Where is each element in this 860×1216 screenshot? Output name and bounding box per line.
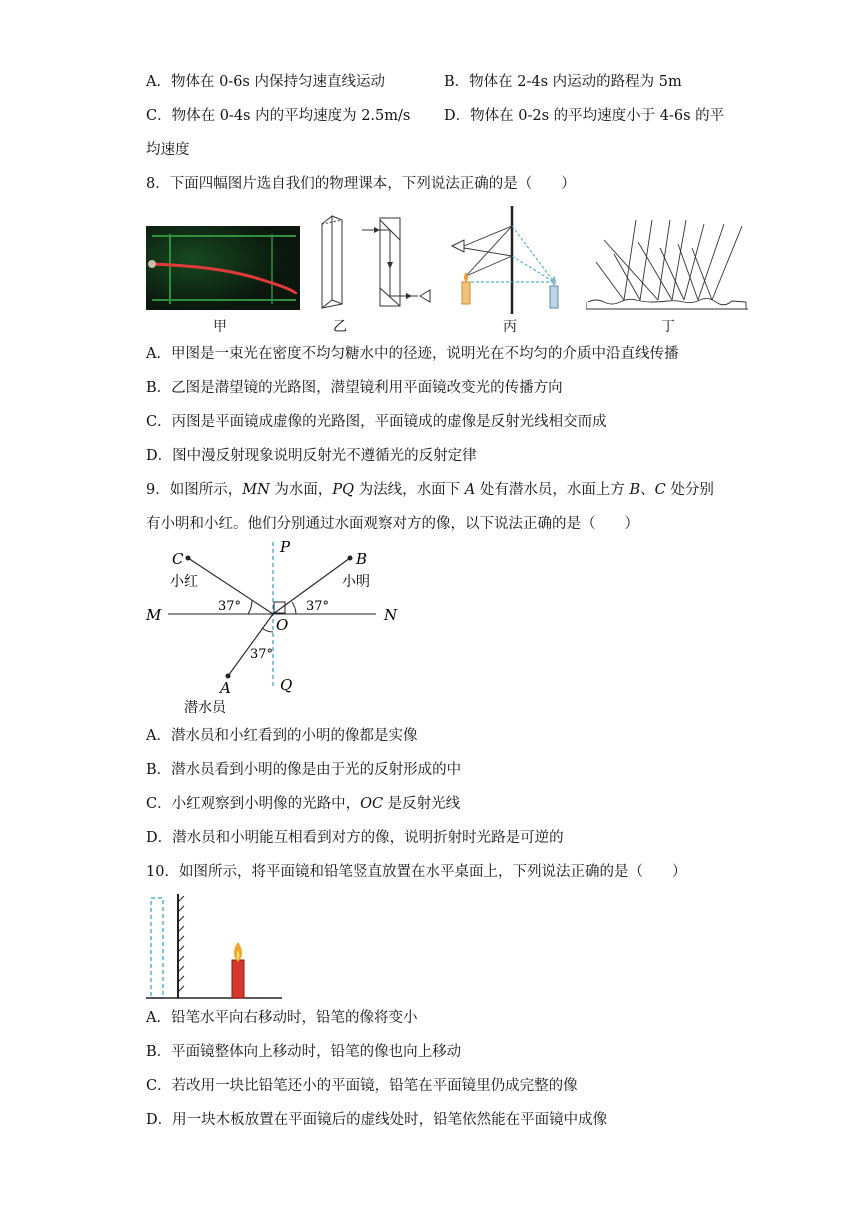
q9-option-d: D．潜水员和小明能互相看到对方的像，说明折射时光路是可逆的: [146, 830, 564, 846]
q8-option-b: B．乙图是潜望镜的光路图，潜望镜利用平面镜改变光的传播方向: [146, 380, 563, 396]
angle-right: 37°: [306, 599, 330, 614]
q7-option-d: D．物体在 0-2s 的平均速度小于 4-6s 的平: [444, 108, 725, 124]
q8-option-d: D．图中漫反射现象说明反射光不遵循光的反射定律: [146, 448, 477, 464]
label-q: Q: [280, 676, 293, 694]
q9-option-c: C．小红观察到小明像的光路中，OC 是反射光线: [146, 796, 461, 812]
q10-option-c: C．若改用一块比铅笔还小的平面镜，铅笔在平面镜里仍成完整的像: [146, 1078, 578, 1094]
q7-option-a: A．物体在 0-6s 内保持匀速直线运动: [146, 74, 385, 90]
label-diver: 潜水员: [184, 700, 226, 716]
label-n: N: [384, 606, 398, 624]
angle-left: 37°: [218, 599, 242, 614]
label-xiaohong: 小红: [170, 574, 198, 590]
figure-jia-photo: [146, 226, 300, 310]
label-p: P: [280, 538, 291, 556]
q8-option-a: A．甲图是一束光在密度不均匀糖水中的径迹，说明光在不均匀的介质中沿直线传播: [146, 346, 679, 362]
label-a: A: [220, 679, 231, 697]
figure-ding-diffuse: [586, 218, 748, 310]
label-b: B: [356, 550, 368, 568]
label-xiaoming: 小明: [342, 574, 370, 590]
label-c: C: [172, 550, 184, 568]
figure-bing-mirror: [450, 206, 570, 316]
q10-option-a: A．铅笔水平向右移动时，铅笔的像将变小: [146, 1010, 418, 1026]
q9-stem-line1: 9．如图所示，MN 为水面，PQ 为法线，水面下 A 处有潜水员，水面上方 B、C 处分别: [146, 482, 714, 498]
label-m: M: [146, 606, 162, 624]
label-o: O: [276, 616, 289, 634]
angle-bottom: 37°: [250, 647, 274, 662]
figure-q10-mirror-pencil: [146, 892, 282, 1002]
q9-option-a: A．潜水员和小红看到的小明的像都是实像: [146, 728, 418, 744]
q8-option-c: C．丙图是平面镜成虚像的光路图，平面镜成的虚像是反射光线相交而成: [146, 414, 607, 430]
q10-stem: 10．如图所示，将平面镜和铅笔竖直放置在水平桌面上，下列说法正确的是（ ）: [146, 864, 687, 880]
figure-yi-periscope: [316, 214, 436, 314]
figure-q9-refraction-diagram: [140, 536, 420, 720]
q7-option-c: C．物体在 0-4s 内的平均速度为 2.5m/s: [146, 108, 411, 124]
q7-option-b: B．物体在 2-4s 内运动的路程为 5m: [444, 74, 682, 90]
q8-stem: 8．下面四幅图片选自我们的物理课本，下列说法正确的是（ ）: [146, 176, 576, 192]
caption-yi: 乙: [333, 319, 347, 335]
q10-option-b: B．平面镜整体向上移动时，铅笔的像也向上移动: [146, 1044, 462, 1060]
q10-option-d: D．用一块木板放置在平面镜后的虚线处时，铅笔依然能在平面镜中成像: [146, 1112, 608, 1128]
q9-option-b: B．潜水员看到小明的像是由于光的反射形成的中: [146, 762, 462, 778]
caption-jia: 甲: [213, 319, 227, 335]
q9-stem-line2: 有小明和小红。他们分别通过水面观察对方的像，以下说法正确的是（ ）: [146, 516, 639, 532]
caption-bing: 丙: [503, 319, 517, 335]
q7-option-d-continued: 均速度: [146, 142, 190, 158]
caption-ding: 丁: [661, 319, 675, 335]
